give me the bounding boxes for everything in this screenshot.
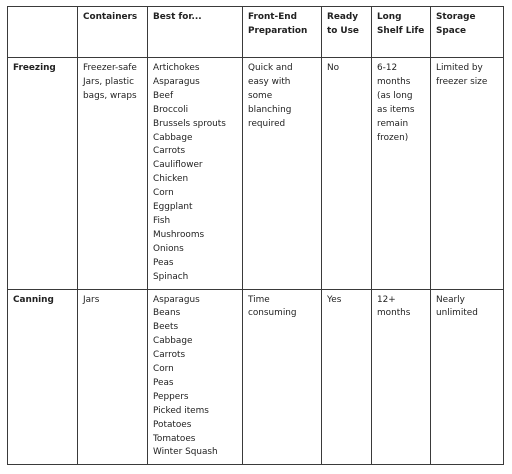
row-method: Canning [8, 289, 78, 465]
list-item: Beets [153, 322, 179, 333]
cell-preparation: Quick and easy with some blanching required [243, 58, 322, 290]
header-corner [8, 7, 78, 58]
list-item: Cabbage [153, 132, 193, 143]
list-item: Fish [153, 215, 171, 226]
cell-containers: Freezer-safe Jars, plastic bags, wraps [78, 58, 148, 290]
list-item: Peas [153, 257, 174, 268]
header-storage-space: Storage Space [431, 7, 504, 58]
preservation-comparison-table [7, 6, 504, 465]
list-item: Beef [153, 90, 174, 101]
header-best-for: Best for... [148, 7, 243, 58]
header-front-end-preparation: Front-End Preparation [243, 7, 322, 58]
header-row [8, 7, 504, 58]
list-item: Tomatoes [153, 433, 196, 444]
cell-containers: Jars [78, 289, 148, 465]
cell-best-for [148, 289, 243, 465]
list-item: Chicken [153, 174, 189, 185]
list-item: Peas [153, 377, 174, 388]
list-item: Onions [153, 243, 184, 254]
list-item: Brussels sprouts [153, 118, 226, 129]
cell-storage-space: Nearly unlimited [431, 289, 504, 465]
list-item: Peppers [153, 391, 189, 402]
table-row-canning [8, 289, 504, 465]
cell-shelf-life: 6-12 months (as long as items remain frozen) [372, 58, 431, 290]
list-item: Beans [153, 308, 181, 319]
list-item: Carrots [153, 146, 186, 157]
header-long-shelf-life: Long Shelf Life [372, 7, 431, 58]
row-method: Freezing [8, 58, 78, 290]
list-item: Corn [153, 188, 174, 199]
header-containers: Containers [78, 7, 148, 58]
list-item: Picked items [153, 405, 209, 416]
cell-shelf-life: 12+ months [372, 289, 431, 465]
list-item: Asparagus [153, 294, 200, 305]
cell-storage-space: Limited by freezer size [431, 58, 504, 290]
list-item: Cauliflower [153, 160, 203, 171]
cell-best-for [148, 58, 243, 290]
table-row-freezing [8, 58, 504, 290]
list-item: Carrots [153, 350, 186, 361]
list-item: Eggplant [153, 202, 193, 213]
cell-ready-to-use: Yes [322, 289, 372, 465]
list-item: Cabbage [153, 336, 193, 347]
cell-preparation: Time consuming [243, 289, 322, 465]
list-item: Spinach [153, 271, 189, 282]
comparison-table-wrapper [7, 6, 504, 465]
list-item: Corn [153, 364, 174, 375]
list-item: Broccoli [153, 104, 189, 115]
list-item: Winter Squash [153, 447, 218, 458]
list-item: Artichokes [153, 63, 200, 73]
cell-ready-to-use: No [322, 58, 372, 290]
list-item: Asparagus [153, 76, 200, 87]
header-ready-to-use: Ready to Use [322, 7, 372, 58]
list-item: Mushrooms [153, 229, 205, 240]
list-item: Potatoes [153, 419, 192, 430]
